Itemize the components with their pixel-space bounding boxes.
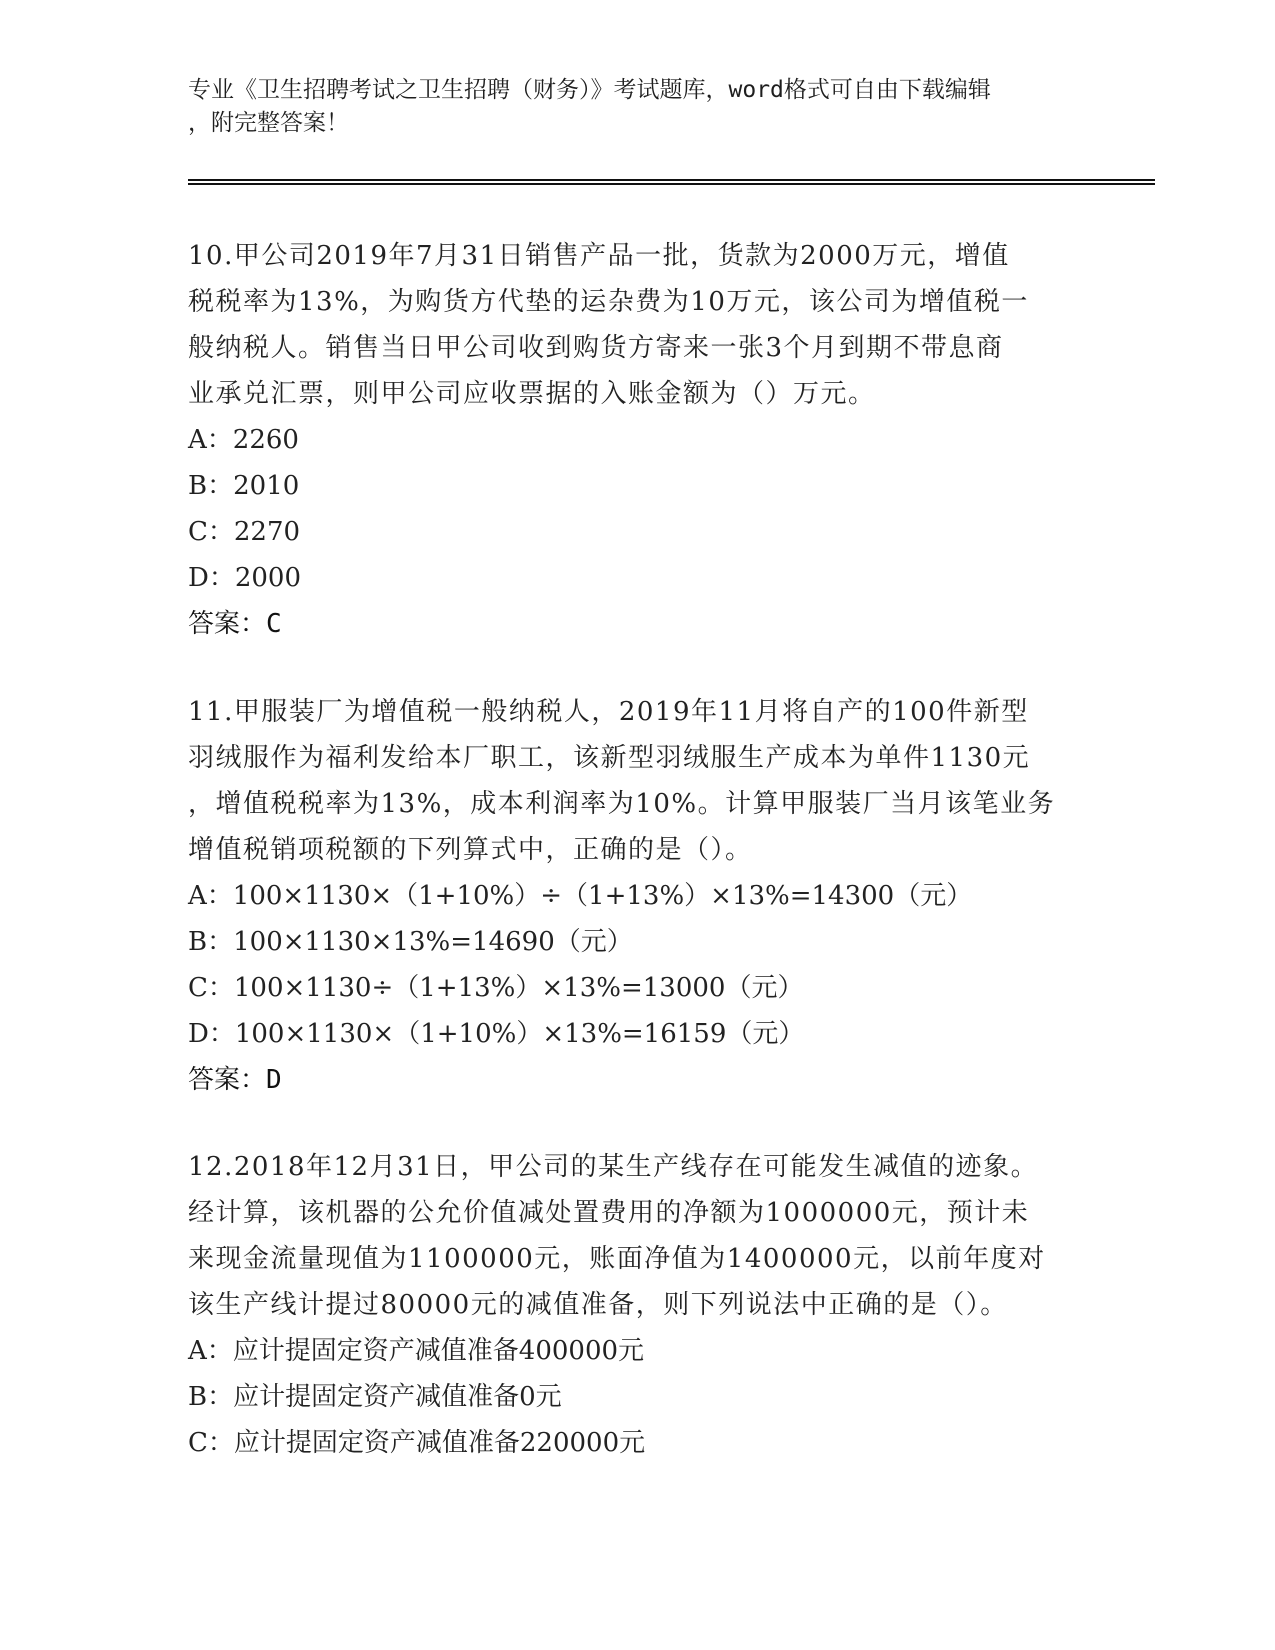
header-divider-bottom [188, 183, 1155, 185]
question-12 [188, 1144, 1088, 1466]
question-stem-line: 羽绒服作为福利发给本厂职工，该新型羽绒服生产成本为单件1130元 [188, 743, 1031, 773]
option-a: A：2260 [188, 425, 299, 455]
question-10 [188, 233, 1088, 647]
question-stem-line: 来现金流量现值为1100000元，账面净值为1400000元，以前年度对 [188, 1244, 1046, 1274]
option-b: B：2010 [188, 471, 300, 501]
question-stem-line: 10.甲公司2019年7月31日销售产品一批，货款为2000万元，增值 [188, 241, 1010, 271]
option-a: A：100×1130×（1+10%）÷（1+13%）×13%=14300（元） [188, 881, 973, 911]
question-stem-line: 该生产线计提过80000元的减值准备，则下列说法中正确的是（）。 [188, 1290, 1008, 1320]
header-line-1: 专业《卫生招聘考试之卫生招聘（财务）》考试题库，word格式可自由下载编辑 [188, 77, 991, 103]
question-stem-line: 增值税销项税额的下列算式中，正确的是（）。 [188, 835, 753, 865]
option-a: A：应计提固定资产减值准备400000元 [188, 1336, 645, 1366]
option-d: D：2000 [188, 563, 302, 593]
header-divider-top [188, 179, 1155, 181]
option-b: B：100×1130×13%=14690（元） [188, 927, 633, 957]
option-c: C：2270 [188, 517, 301, 547]
header-line-2: ，附完整答案！ [188, 110, 349, 136]
option-d: D：100×1130×（1+10%）×13%=16159（元） [188, 1019, 805, 1049]
answer-label: 答案：C [188, 609, 282, 639]
question-stem-line: 税税率为13%，为购货方代垫的运杂费为10万元，该公司为增值税一 [188, 287, 1029, 317]
answer-label: 答案：D [188, 1065, 282, 1095]
option-c: C：100×1130÷（1+13%）×13%=13000（元） [188, 973, 804, 1003]
document-header [188, 74, 1068, 140]
question-stem-line: 11.甲服装厂为增值税一般纳税人，2019年11月将自产的100件新型 [188, 697, 1029, 727]
question-11 [188, 689, 1088, 1103]
question-stem-line: 12.2018年12月31日，甲公司的某生产线存在可能发生减值的迹象。 [188, 1152, 1039, 1182]
option-b: B：应计提固定资产减值准备0元 [188, 1382, 562, 1412]
question-stem-line: 般纳税人。销售当日甲公司收到购货方寄来一张3个月到期不带息商 [188, 333, 1004, 363]
question-stem-line: 经计算，该机器的公允价值减处置费用的净额为1000000元，预计未 [188, 1198, 1030, 1228]
question-stem-line: ，增值税税率为13%，成本利润率为10%。计算甲服装厂当月该笔业务 [188, 789, 1056, 819]
option-c: C：应计提固定资产减值准备220000元 [188, 1428, 646, 1458]
question-stem-line: 业承兑汇票，则甲公司应收票据的入账金额为（）万元。 [188, 379, 876, 409]
